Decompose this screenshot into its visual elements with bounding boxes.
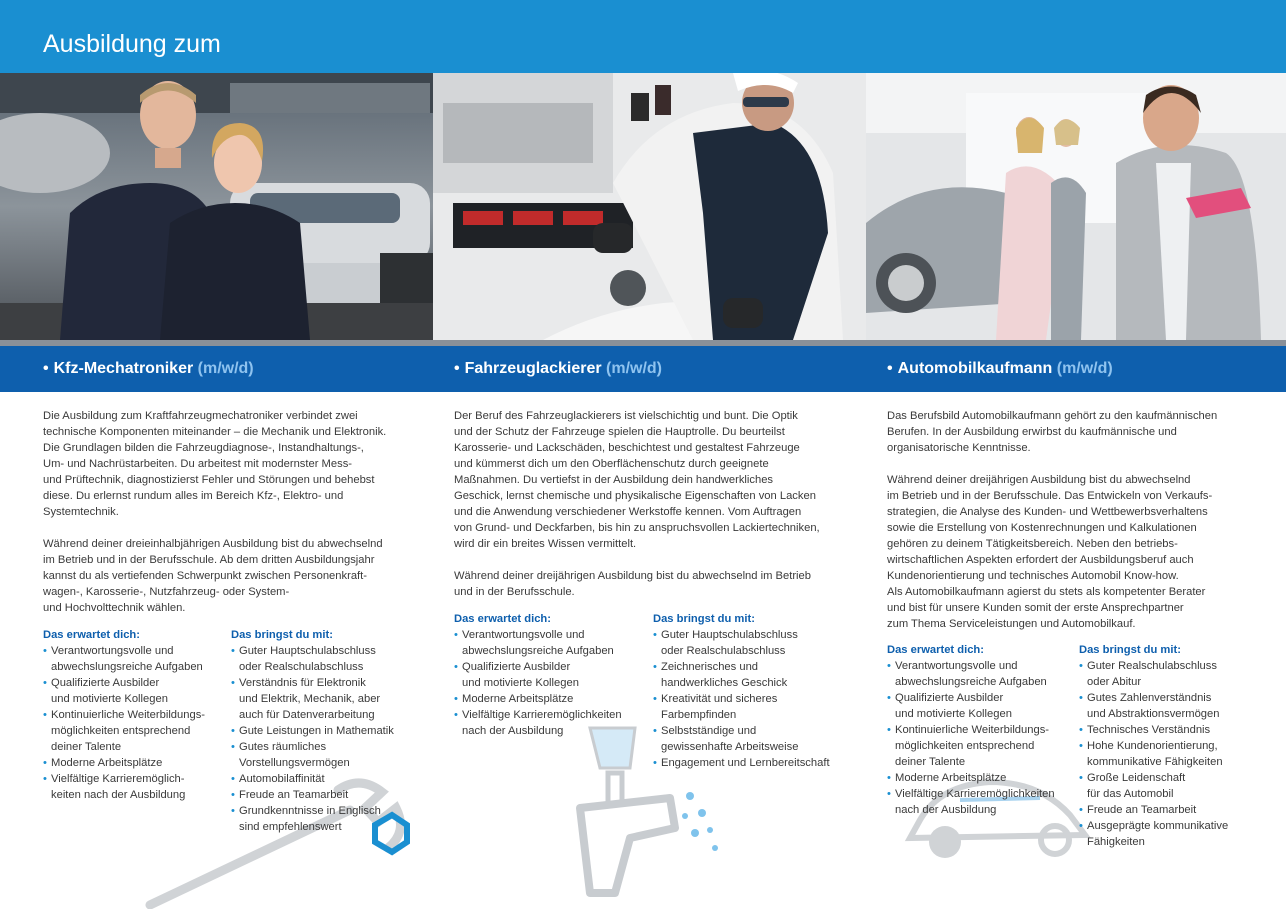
list-item: • Vielfältige Karrieremöglichkeiten nach der Ausbildung [887, 786, 1077, 818]
list-item: • Qualifizierte Ausbilder und motivierte Kollegen [43, 675, 228, 707]
training-paragraph: Während deiner dreijährigen Ausbildung bist du abwechselnd im Betrieb und in der Berufsschule. [454, 570, 811, 598]
list-item: • Qualifizierte Ausbilder und motivierte Kollegen [454, 659, 649, 691]
column-title-mechatroniker [43, 360, 254, 378]
column-kaufmann [887, 408, 1262, 648]
list-item: • Verantwortungsvolle und abwechslungsreiche Aufgaben [43, 643, 228, 675]
title-suffix: (m/w/d) [197, 360, 254, 377]
page-title: Ausbildung zum [43, 30, 221, 58]
bring-list-lackierer [653, 611, 853, 771]
bullet-dot: • [887, 360, 893, 377]
intro-paragraph: Das Berufsbild Automobilkaufmann gehört zu den kaufmännischen Berufen. In der Ausbildung erwirbst du kaufmännische und organisatorische Kenntnisse. [887, 410, 1218, 454]
column-title-kaufmann [887, 360, 1113, 378]
list-item: • Hohe Kundenorientierung, kommunikative Fähigkeiten [1079, 738, 1269, 770]
expect-heading: Das erwartet dich: [43, 629, 140, 641]
list-item: • Automobilaffinität [231, 771, 421, 787]
expect-list-kaufmann [887, 642, 1077, 818]
title-text: Automobilkaufmann [897, 360, 1053, 377]
mechatroniker-photo [0, 73, 433, 340]
title-text: Fahrzeuglackierer [464, 360, 602, 377]
training-paragraph: Während deiner dreijährigen Ausbildung bist du abwechselnd im Betrieb und in der Berufsschule. Das Entwickeln von Verkaufs- strategien, die Analyse des Kunden- und Wettbewerbsverhaltens sowie die Erstellung von Kostenrechnungen und Kalkulationen gehören zu deinem Tätigkeitsbereich. Neben den betriebs- wirtschaftlichen Aspekten erfordert der Ausbildungsberuf auch Kundenorientierung und technisches Automobil Know-how. Als Automobilkaufmann agierst du stets als kompetenter Berater und bist für unsere Kunden somit der erste Ansprechpartner zum Thema Serviceleistungen und Automobilkauf. [887, 474, 1213, 630]
expect-list-lackierer [454, 611, 649, 739]
list-item: • Verständnis für Elektronik und Elektrik, Mechanik, aber auch für Datenverarbeitung [231, 675, 421, 723]
bring-heading: Das bringst du mit: [231, 629, 333, 641]
column-lackierer [454, 408, 854, 616]
header-bar [0, 0, 1286, 73]
bring-list-kaufmann [1079, 642, 1269, 850]
list-item: • Moderne Arbeitsplätze [454, 691, 649, 707]
title-bar [0, 346, 1286, 392]
list-item: • Vielfältige Karrieremöglich- keiten nach der Ausbildung [43, 771, 228, 803]
list-item: • Qualifizierte Ausbilder und motivierte Kollegen [887, 690, 1077, 722]
list-item: • Kontinuierliche Weiterbildungs- möglichkeiten entsprechend deiner Talente [43, 707, 228, 755]
list-item: • Vielfältige Karrieremöglichkeiten nach der Ausbildung [454, 707, 649, 739]
list-item: • Selbstständige und gewissenhafte Arbeitsweise [653, 723, 853, 755]
list-item: • Verantwortungsvolle und abwechslungsreiche Aufgaben [887, 658, 1077, 690]
list-item: • Freude an Teamarbeit [231, 787, 421, 803]
photo-strip [0, 73, 1286, 340]
column-mechatroniker [43, 408, 423, 632]
training-paragraph: Während deiner dreieinhalbjährigen Ausbildung bist du abwechselnd im Betrieb und in der Berufsschule. Ab dem dritten Ausbildungsjahr kannst du als vertiefenden Schwerpunkt zwischen Personenkraft- wagen-, Karosserie-, Nutzfahrzeug- oder System- und Hochvolttechnik wählen. [43, 538, 383, 614]
list-item: • Moderne Arbeitsplätze [43, 755, 228, 771]
list-item: • Gute Leistungen in Mathematik [231, 723, 421, 739]
column-title-lackierer [454, 360, 662, 378]
intro-paragraph: Die Ausbildung zum Kraftfahrzeugmechatroniker verbindet zwei technische Komponenten miteinander – die Mechanik und Elektronik. Die Grundlagen bilden die Fahrzeugdiagnose-, Instandhaltungs-, Um- und Nachrüstarbeiten. Du arbeitest mit modernster Mess- und Prüftechnik, diagnostizierst Fehler und Störungen und behebst diese. Du erlernst rundum alles im Bereich Kfz-, Elektro- und Systemtechnik. [43, 410, 387, 518]
intro-paragraph: Der Beruf des Fahrzeuglackierers ist vielschichtig und bunt. Die Optik und der Schutz der Fahrzeuge spielen die Hauptrolle. Du beurteilst Karosserie- und Lackschäden, beschichtest und gestaltest Fahrzeuge und kümmerst dich um den Oberflächenschutz durch geeignete Maßnahmen. Du vertiefst in der Ausbildung dein handwerkliches Geschick, lernst chemische und physikalische Eigenschaften von Lacken und die Anwendung verschiedener Werkstoffe kennen. Vom Auftragen von Grund- und Deckfarben, bis hin zu anspruchsvollen Lackiertechniken, wird dir ein breites Wissen vermittelt. [454, 410, 820, 550]
list-item: • Verantwortungsvolle und abwechslungsreiche Aufgaben [454, 627, 649, 659]
list-item: • Kreativität und sicheres Farbempfinden [653, 691, 853, 723]
list-item: • Guter Hauptschulabschluss oder Realschulabschluss [653, 627, 853, 659]
bullet-dot: • [454, 360, 460, 377]
list-item: • Kontinuierliche Weiterbildungs- möglichkeiten entsprechend deiner Talente [887, 722, 1077, 770]
list-item: • Guter Realschulabschluss oder Abitur [1079, 658, 1269, 690]
bullet-dot: • [43, 360, 49, 377]
list-item: • Ausgeprägte kommunikative Fähigkeiten [1079, 818, 1269, 850]
list-item: • Guter Hauptschulabschluss oder Realschulabschluss [231, 643, 421, 675]
list-item: • Technisches Verständnis [1079, 722, 1269, 738]
expect-list-mechatroniker [43, 627, 228, 803]
list-item: • Moderne Arbeitsplätze [887, 770, 1077, 786]
lackierer-photo [433, 73, 866, 340]
list-item: • Große Leidenschaft für das Automobil [1079, 770, 1269, 802]
expect-heading: Das erwartet dich: [887, 644, 984, 656]
list-item: • Zeichnerisches und handwerkliches Geschick [653, 659, 853, 691]
kaufmann-photo [866, 73, 1286, 340]
list-item: • Gutes räumliches Vorstellungsvermögen [231, 739, 421, 771]
list-item: • Gutes Zahlenverständnis und Abstraktionsvermögen [1079, 690, 1269, 722]
list-item: • Freude an Teamarbeit [1079, 802, 1269, 818]
bring-heading: Das bringst du mit: [653, 613, 755, 625]
title-suffix: (m/w/d) [606, 360, 663, 377]
title-text: Kfz-Mechatroniker [53, 360, 194, 377]
list-item: • Engagement und Lernbereitschaft [653, 755, 853, 771]
expect-heading: Das erwartet dich: [454, 613, 551, 625]
list-item: • Grundkenntnisse in Englisch sind empfehlenswert [231, 803, 421, 835]
title-suffix: (m/w/d) [1056, 360, 1113, 377]
bring-heading: Das bringst du mit: [1079, 644, 1181, 656]
bring-list-mechatroniker [231, 627, 421, 835]
